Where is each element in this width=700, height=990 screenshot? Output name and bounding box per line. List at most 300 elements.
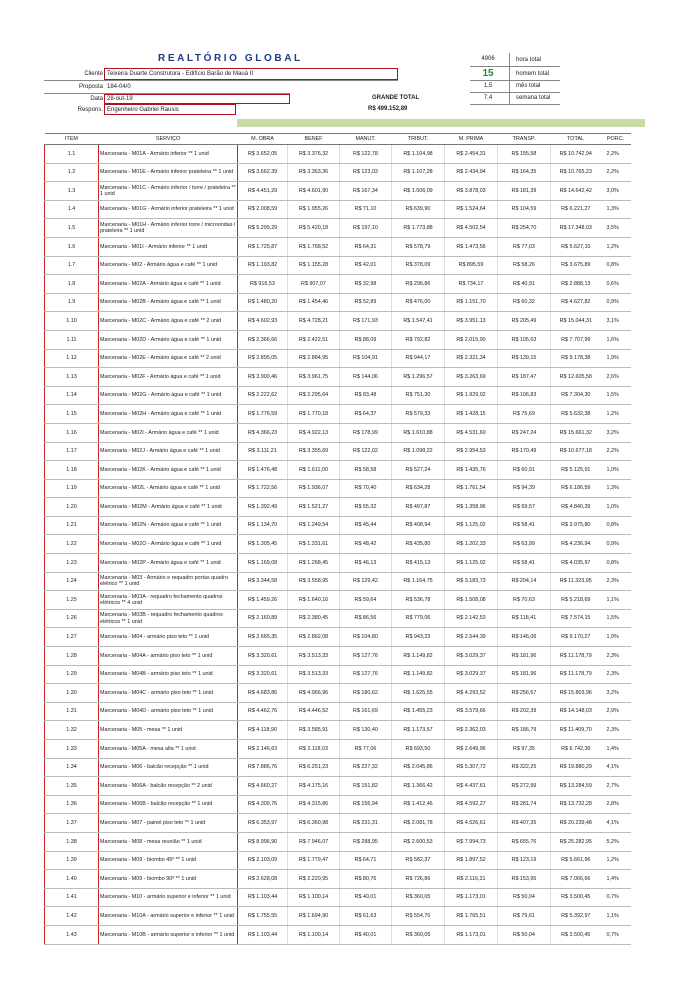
- row-benefit: R$ 2.118,03: [288, 740, 340, 759]
- client-value: Teixeira Duarte Construtora - Edifício Barão de Mauá II: [107, 71, 254, 77]
- row-service: Marcenaria - M05A - mesa alta ** 1 unid: [99, 740, 238, 759]
- row-transport: R$ 272,99: [498, 777, 551, 796]
- row-raw-material: R$ 3.579,66: [445, 702, 498, 721]
- row-labor: R$ 2.366,66: [238, 330, 288, 349]
- row-total: R$ 5.627,10: [551, 237, 601, 256]
- row-total: R$ 4.627,82: [551, 293, 601, 312]
- row-percent: 1,1%: [601, 907, 631, 926]
- row-taxes: R$ 415,13: [392, 554, 445, 573]
- table-row: [45, 293, 631, 312]
- row-maintenance: R$ 83,48: [340, 386, 392, 405]
- row-total: R$ 14.148,03: [551, 702, 601, 721]
- row-item: 1.18: [45, 461, 99, 480]
- row-item: 1.31: [45, 702, 99, 721]
- row-maintenance: R$ 80,76: [340, 870, 392, 889]
- row-percent: 1,2%: [601, 405, 631, 424]
- row-benefit: R$ 6.251,23: [288, 758, 340, 777]
- row-transport: R$ 153,95: [498, 870, 551, 889]
- report-title: REALTÓRIO GLOBAL: [158, 53, 303, 64]
- row-raw-material: R$ 1.524,64: [445, 200, 498, 219]
- row-benefit: R$ 2.295,64: [288, 386, 340, 405]
- row-service: Marcenaria - M02I - Armário água e café ** 1 unid: [99, 423, 238, 442]
- row-maintenance: R$ 88,09: [340, 330, 392, 349]
- row-item: 1.1: [45, 145, 99, 164]
- row-raw-material: R$ 1.508,08: [445, 591, 498, 610]
- row-benefit: R$ 3.355,69: [288, 442, 340, 461]
- row-benefit: R$ 3.513,33: [288, 665, 340, 684]
- row-service: Marcenaria - M09 - biombo 45º ** 1 unid: [99, 851, 238, 870]
- row-item: 1.23: [45, 554, 99, 573]
- row-maintenance: R$ 86,56: [340, 609, 392, 628]
- row-percent: 0,7%: [601, 925, 631, 944]
- row-raw-material: R$ 2.015,90: [445, 330, 498, 349]
- row-labor: R$ 4.602,93: [238, 312, 288, 331]
- row-labor: R$ 1.305,45: [238, 535, 288, 554]
- row-raw-material: R$ 1.125,02: [445, 554, 498, 573]
- row-transport: R$ 204,14: [498, 572, 551, 591]
- row-maintenance: R$ 58,58: [340, 461, 392, 480]
- row-taxes: R$ 1.455,23: [392, 702, 445, 721]
- row-transport: R$ 205,49: [498, 312, 551, 331]
- row-benefit: R$ 1.640,16: [288, 591, 340, 610]
- row-service: Marcenaria - M04 - armário piso teto ** 1 unid: [99, 628, 238, 647]
- row-percent: 0,9%: [601, 535, 631, 554]
- row-percent: 1,5%: [601, 609, 631, 628]
- row-benefit: R$ 1.611,00: [288, 461, 340, 480]
- row-total: R$ 4.035,97: [551, 554, 601, 573]
- row-maintenance: R$ 32,98: [340, 275, 392, 294]
- row-raw-material: R$ 4.592,27: [445, 795, 498, 814]
- row-maintenance: R$ 40,01: [340, 888, 392, 907]
- row-transport: R$ 256,67: [498, 684, 551, 703]
- row-benefit: R$ 2.380,45: [288, 609, 340, 628]
- row-taxes: R$ 1.412,46: [392, 795, 445, 814]
- row-benefit: R$ 2.422,51: [288, 330, 340, 349]
- row-service: Marcenaria - M02D - Armário água e café ** 1 unid: [99, 330, 238, 349]
- row-maintenance: R$ 104,80: [340, 628, 392, 647]
- row-raw-material: R$ 4.437,61: [445, 777, 498, 796]
- total-weeks-value: 7,4: [483, 95, 493, 101]
- row-benefit: R$ 5.420,18: [288, 219, 340, 238]
- row-item: 1.19: [45, 479, 99, 498]
- table-row: [45, 851, 631, 870]
- row-total: R$ 7.304,30: [551, 386, 601, 405]
- row-transport: R$ 58,41: [498, 554, 551, 573]
- row-percent: 3,5%: [601, 219, 631, 238]
- row-transport: R$ 186,79: [498, 721, 551, 740]
- table-row: [45, 368, 631, 387]
- row-benefit: R$ 1.770,18: [288, 405, 340, 424]
- row-labor: R$ 1.103,44: [238, 888, 288, 907]
- row-labor: R$ 1.722,56: [238, 479, 288, 498]
- row-benefit: R$ 4.728,21: [288, 312, 340, 331]
- row-raw-material: R$ 1.473,56: [445, 237, 498, 256]
- row-benefit: R$ 1.694,90: [288, 907, 340, 926]
- row-maintenance: R$ 71,10: [340, 200, 392, 219]
- row-total: R$ 9.170,27: [551, 628, 601, 647]
- row-service: Marcenaria - M03A - requadro fechamento quadros elétricos ** 4 unid: [99, 591, 238, 610]
- row-benefit: R$ 1.331,61: [288, 535, 340, 554]
- row-labor: R$ 2.008,59: [238, 200, 288, 219]
- row-benefit: R$ 1.936,07: [288, 479, 340, 498]
- row-maintenance: R$ 45,44: [340, 516, 392, 535]
- row-maintenance: R$ 144,06: [340, 368, 392, 387]
- table-row: [45, 182, 631, 201]
- row-raw-material: R$ 1.929,02: [445, 386, 498, 405]
- row-percent: 2,9%: [601, 702, 631, 721]
- row-item: 1.3: [45, 182, 99, 201]
- row-item: 1.4: [45, 200, 99, 219]
- row-transport: R$ 187,47: [498, 368, 551, 387]
- row-percent: 2,7%: [601, 777, 631, 796]
- row-taxes: R$ 582,37: [392, 851, 445, 870]
- row-maintenance: R$ 70,40: [340, 479, 392, 498]
- row-transport: R$ 181,96: [498, 647, 551, 666]
- row-transport: R$ 40,91: [498, 275, 551, 294]
- row-labor: R$ 2.146,63: [238, 740, 288, 759]
- row-total: R$ 10.677,18: [551, 442, 601, 461]
- row-taxes: R$ 751,30: [392, 386, 445, 405]
- row-benefit: R$ 3.558,95: [288, 572, 340, 591]
- table-header-row: [45, 134, 631, 145]
- row-percent: 3,0%: [601, 182, 631, 201]
- row-transport: R$ 79,61: [498, 907, 551, 926]
- table-row: [45, 535, 631, 554]
- row-percent: 2,2%: [601, 442, 631, 461]
- row-total: R$ 13.732,28: [551, 795, 601, 814]
- row-benefit: R$ 1.454,46: [288, 293, 340, 312]
- row-benefit: R$ 3.363,36: [288, 163, 340, 182]
- row-labor: R$ 8.996,90: [238, 832, 288, 851]
- row-benefit: R$ 7.946,07: [288, 832, 340, 851]
- row-total: R$ 6.186,59: [551, 479, 601, 498]
- row-transport: R$ 106,83: [498, 386, 551, 405]
- row-transport: R$ 655,76: [498, 832, 551, 851]
- row-service: Marcenaria - M02K - Armário água e café ** 1 unid: [99, 461, 238, 480]
- row-item: 1.42: [45, 907, 99, 926]
- row-percent: 0,8%: [601, 516, 631, 535]
- row-total: R$ 19.880,29: [551, 758, 601, 777]
- row-benefit: R$ 1.268,45: [288, 554, 340, 573]
- row-percent: 1,4%: [601, 870, 631, 889]
- row-taxes: R$ 1.107,28: [392, 163, 445, 182]
- row-percent: 1,2%: [601, 851, 631, 870]
- row-item: 1.16: [45, 423, 99, 442]
- row-percent: 5,2%: [601, 832, 631, 851]
- row-taxes: R$ 1.104,98: [392, 145, 445, 164]
- table-row: [45, 665, 631, 684]
- row-service: Marcenaria - M10 - armário superior e inferior ** 1 unid: [99, 888, 238, 907]
- row-maintenance: R$ 288,95: [340, 832, 392, 851]
- row-maintenance: R$ 122,02: [340, 442, 392, 461]
- row-percent: 4,1%: [601, 758, 631, 777]
- row-raw-material: R$ 2.142,53: [445, 609, 498, 628]
- row-labor: R$ 1.169,08: [238, 554, 288, 573]
- row-service: Marcenaria - M02J - Armário água e café ** 1 unid: [99, 442, 238, 461]
- row-raw-material: R$ 2.544,39: [445, 628, 498, 647]
- row-percent: 1,5%: [601, 386, 631, 405]
- row-service: Marcenaria - M06A - balcão recepção ** 2 unid: [99, 777, 238, 796]
- row-item: 1.5: [45, 219, 99, 238]
- row-transport: R$ 123,19: [498, 851, 551, 870]
- row-percent: 0,8%: [601, 554, 631, 573]
- row-benefit: R$ 3.585,91: [288, 721, 340, 740]
- row-item: 1.27: [45, 628, 99, 647]
- table-row: [45, 275, 631, 294]
- col-service: SERVIÇO: [99, 134, 238, 145]
- row-service: Marcenaria - M02G - Armário água e café ** 1 unid: [99, 386, 238, 405]
- row-transport: R$ 254,70: [498, 219, 551, 238]
- row-service: Marcenaria - M04B - armário piso teto ** 1 unid: [99, 665, 238, 684]
- row-total: R$ 20.239,48: [551, 814, 601, 833]
- row-maintenance: R$ 122,78: [340, 145, 392, 164]
- row-labor: R$ 3.652,05: [238, 145, 288, 164]
- row-labor: R$ 2.222,62: [238, 386, 288, 405]
- row-item: 1.35: [45, 777, 99, 796]
- row-total: R$ 5.632,38: [551, 405, 601, 424]
- row-service: Marcenaria - M02F - Armário água e café ** 1 unid: [99, 368, 238, 387]
- row-benefit: R$ 2.220,95: [288, 870, 340, 889]
- total-months-value: 1,5: [483, 83, 493, 89]
- row-total: R$ 11.323,95: [551, 572, 601, 591]
- responsible-label: Respons.: [77, 107, 103, 113]
- row-taxes: R$ 1.149,82: [392, 665, 445, 684]
- row-percent: 1,0%: [601, 461, 631, 480]
- row-taxes: R$ 1.506,09: [392, 182, 445, 201]
- row-raw-material: R$ 4.531,60: [445, 423, 498, 442]
- table-row: [45, 405, 631, 424]
- row-labor: R$ 1.755,55: [238, 907, 288, 926]
- table-row: [45, 330, 631, 349]
- row-service: Marcenaria - M01C - Armário inferior / torre / prateleira ** 1 unid: [99, 182, 238, 201]
- row-total: R$ 5.392,97: [551, 907, 601, 926]
- row-labor: R$ 4.366,23: [238, 423, 288, 442]
- table-row: [45, 442, 631, 461]
- row-taxes: R$ 296,86: [392, 275, 445, 294]
- row-total: R$ 7.066,66: [551, 870, 601, 889]
- row-taxes: R$ 1.173,57: [392, 721, 445, 740]
- table-row: [45, 628, 631, 647]
- row-taxes: R$ 527,24: [392, 461, 445, 480]
- row-labor: R$ 916,53: [238, 275, 288, 294]
- row-labor: R$ 6.353,97: [238, 814, 288, 833]
- total-highlight-bar: [237, 119, 645, 127]
- row-percent: 1,6%: [601, 330, 631, 349]
- table-row: [45, 163, 631, 182]
- row-transport: R$ 60,32: [498, 293, 551, 312]
- row-item: 1.25: [45, 591, 99, 610]
- row-item: 1.13: [45, 368, 99, 387]
- row-service: Marcenaria - M02E - Armário água e café ** 2 unid: [99, 349, 238, 368]
- row-taxes: R$ 792,82: [392, 330, 445, 349]
- row-total: R$ 5.125,91: [551, 461, 601, 480]
- row-labor: R$ 1.134,70: [238, 516, 288, 535]
- row-transport: R$ 58,41: [498, 516, 551, 535]
- row-labor: R$ 4.462,76: [238, 702, 288, 721]
- row-total: R$ 10.742,94: [551, 145, 601, 164]
- total-men-label: homem total: [516, 71, 550, 77]
- row-percent: 4,1%: [601, 814, 631, 833]
- row-total: R$ 15.044,31: [551, 312, 601, 331]
- row-item: 1.34: [45, 758, 99, 777]
- row-item: 1.20: [45, 498, 99, 517]
- row-taxes: R$ 1.547,41: [392, 312, 445, 331]
- row-maintenance: R$ 227,32: [340, 758, 392, 777]
- row-labor: R$ 3.320,61: [238, 647, 288, 666]
- row-transport: R$ 164,35: [498, 163, 551, 182]
- row-percent: 3,1%: [601, 312, 631, 331]
- row-percent: 2,2%: [601, 145, 631, 164]
- row-total: R$ 12.605,58: [551, 368, 601, 387]
- row-benefit: R$ 3.513,33: [288, 647, 340, 666]
- row-transport: R$ 77,03: [498, 237, 551, 256]
- row-total: R$ 6.742,36: [551, 740, 601, 759]
- row-labor: R$ 4.683,86: [238, 684, 288, 703]
- table-row: [45, 740, 631, 759]
- row-total: R$ 14.642,42: [551, 182, 601, 201]
- col-item: ITEM: [45, 134, 99, 145]
- row-item: 1.43: [45, 925, 99, 944]
- col-raw-material: M. PRIMA: [445, 134, 498, 145]
- row-transport: R$ 97,35: [498, 740, 551, 759]
- row-percent: 1,3%: [601, 200, 631, 219]
- grand-total-label: GRANDE TOTAL: [372, 95, 420, 101]
- total-men-value: 15: [482, 68, 494, 79]
- row-item: 1.29: [45, 665, 99, 684]
- row-maintenance: R$ 42,01: [340, 256, 392, 275]
- row-service: Marcenaria - M02O - Armário água e café ** 1 unid: [99, 535, 238, 554]
- row-service: Marcenaria - M02L - Armário água e café ** 1 unid: [99, 479, 238, 498]
- row-total: R$ 3.500,45: [551, 888, 601, 907]
- row-benefit: R$ 1.521,27: [288, 498, 340, 517]
- row-benefit: R$ 4.601,90: [288, 182, 340, 201]
- row-benefit: R$ 4.922,13: [288, 423, 340, 442]
- row-item: 1.14: [45, 386, 99, 405]
- total-months-label: mês total: [516, 83, 541, 89]
- row-total: R$ 2.888,13: [551, 275, 601, 294]
- row-total: R$ 11.409,70: [551, 721, 601, 740]
- row-taxes: R$ 408,94: [392, 516, 445, 535]
- row-total: R$ 7.574,15: [551, 609, 601, 628]
- row-raw-material: R$ 1.202,33: [445, 535, 498, 554]
- row-transport: R$ 181,96: [498, 665, 551, 684]
- row-percent: 1,9%: [601, 349, 631, 368]
- row-maintenance: R$ 180,62: [340, 684, 392, 703]
- row-percent: 2,8%: [601, 795, 631, 814]
- row-maintenance: R$ 127,76: [340, 665, 392, 684]
- row-total: R$ 13.284,59: [551, 777, 601, 796]
- row-service: Marcenaria - M01H - Armário inferior torre / microondas / prateleira ** 1 unid: [99, 219, 238, 238]
- row-raw-material: R$ 1.358,96: [445, 498, 498, 517]
- row-maintenance: R$ 64,71: [340, 851, 392, 870]
- row-item: 1.33: [45, 740, 99, 759]
- row-item: 1.6: [45, 237, 99, 256]
- row-raw-material: R$ 2.362,03: [445, 721, 498, 740]
- row-total: R$ 11.178,79: [551, 647, 601, 666]
- row-taxes: R$ 943,23: [392, 628, 445, 647]
- row-raw-material: R$ 3.951,13: [445, 312, 498, 331]
- row-total: R$ 5.661,96: [551, 851, 601, 870]
- row-percent: 0,8%: [601, 256, 631, 275]
- row-labor: R$ 2.628,08: [238, 870, 288, 889]
- row-labor: R$ 1.392,49: [238, 498, 288, 517]
- row-transport: R$ 50,04: [498, 888, 551, 907]
- row-maintenance: R$ 61,63: [340, 907, 392, 926]
- row-raw-material: R$ 4.502,54: [445, 219, 498, 238]
- row-percent: 2,3%: [601, 572, 631, 591]
- row-item: 1.11: [45, 330, 99, 349]
- row-maintenance: R$ 52,89: [340, 293, 392, 312]
- row-labor: R$ 3.111,21: [238, 442, 288, 461]
- row-item: 1.24: [45, 572, 99, 591]
- row-item: 1.32: [45, 721, 99, 740]
- table-row: [45, 609, 631, 628]
- row-raw-material: R$ 1.765,51: [445, 907, 498, 926]
- row-service: Marcenaria - M03 - Armário e requadro portas quadro elétrico ** 1 unid: [99, 572, 238, 591]
- col-maintenance: MANUT.: [340, 134, 392, 145]
- row-labor: R$ 3.662,39: [238, 163, 288, 182]
- row-service: Marcenaria - M09 - biombo 90º ** 1 unid: [99, 870, 238, 889]
- row-taxes: R$ 476,00: [392, 293, 445, 312]
- row-labor: R$ 1.725,87: [238, 237, 288, 256]
- row-taxes: R$ 1.773,88: [392, 219, 445, 238]
- table-row: [45, 702, 631, 721]
- row-item: 1.38: [45, 832, 99, 851]
- table-row: [45, 795, 631, 814]
- row-total: R$ 4.236,94: [551, 535, 601, 554]
- row-maintenance: R$ 127,76: [340, 647, 392, 666]
- row-raw-material: R$ 2.321,34: [445, 349, 498, 368]
- row-benefit: R$ 1.100,14: [288, 888, 340, 907]
- row-benefit: R$ 4.315,86: [288, 795, 340, 814]
- row-total: R$ 4.840,39: [551, 498, 601, 517]
- row-taxes: R$ 554,70: [392, 907, 445, 926]
- row-maintenance: R$ 151,82: [340, 777, 392, 796]
- row-raw-material: R$ 3.263,69: [445, 368, 498, 387]
- row-raw-material: R$ 1.125,02: [445, 516, 498, 535]
- row-maintenance: R$ 130,40: [340, 721, 392, 740]
- row-percent: 1,4%: [601, 740, 631, 759]
- services-table: [44, 133, 631, 945]
- row-raw-material: R$ 3.029,37: [445, 647, 498, 666]
- table-row: [45, 423, 631, 442]
- row-item: 1.22: [45, 535, 99, 554]
- row-taxes: R$ 639,90: [392, 200, 445, 219]
- row-service: Marcenaria - M10A - armário superior e inferior ** 1 unid: [99, 907, 238, 926]
- row-taxes: R$ 1.149,82: [392, 647, 445, 666]
- row-labor: R$ 1.193,82: [238, 256, 288, 275]
- row-transport: R$ 50,04: [498, 925, 551, 944]
- row-taxes: R$ 1.366,42: [392, 777, 445, 796]
- total-hours-label: hora total: [516, 57, 542, 63]
- row-raw-material: R$ 1.435,76: [445, 461, 498, 480]
- row-transport: R$ 170,49: [498, 442, 551, 461]
- row-taxes: R$ 2.600,53: [392, 832, 445, 851]
- table-row: [45, 907, 631, 926]
- row-taxes: R$ 1.164,75: [392, 572, 445, 591]
- row-transport: R$ 63,99: [498, 535, 551, 554]
- row-service: Marcenaria - M05 - mesa ** 1 unid: [99, 721, 238, 740]
- row-item: 1.28: [45, 647, 99, 666]
- row-labor: R$ 1.480,20: [238, 293, 288, 312]
- row-item: 1.12: [45, 349, 99, 368]
- row-transport: R$ 70,63: [498, 591, 551, 610]
- table-row: [45, 145, 631, 164]
- row-benefit: R$ 1.768,52: [288, 237, 340, 256]
- table-row: [45, 721, 631, 740]
- row-benefit: R$ 1.100,14: [288, 925, 340, 944]
- row-service: Marcenaria - M04D - armário piso teto ** 1 unid: [99, 702, 238, 721]
